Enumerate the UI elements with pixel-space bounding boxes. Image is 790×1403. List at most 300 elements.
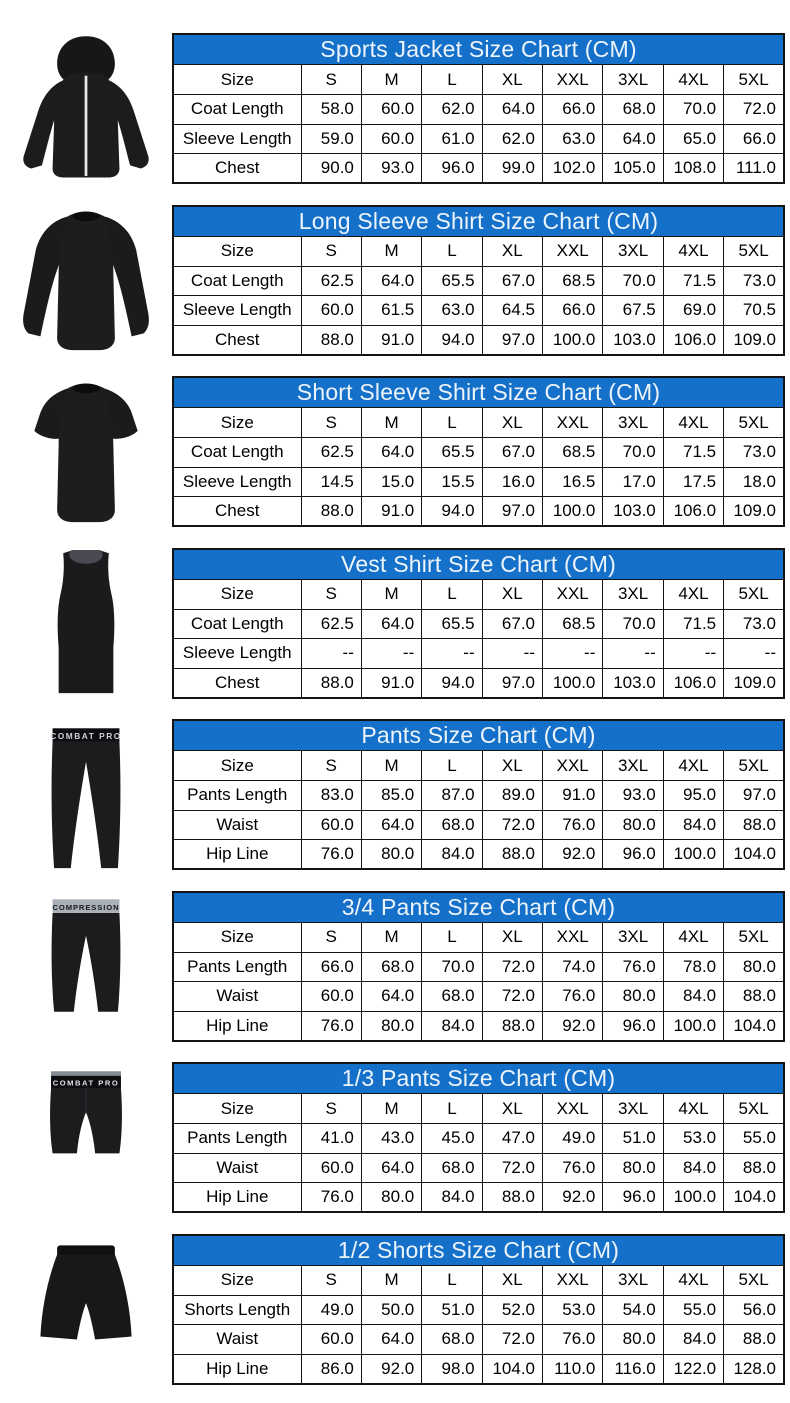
size-column-header: M xyxy=(361,1094,421,1124)
measurement-value: 80.0 xyxy=(361,1183,421,1213)
measurement-value: 65.0 xyxy=(663,124,723,154)
size-column-header: M xyxy=(361,1265,421,1295)
measurement-value: 16.0 xyxy=(482,467,542,497)
measurement-label: Sleeve Length xyxy=(173,467,301,497)
size-column-header: S xyxy=(301,1094,361,1124)
measurement-value: 78.0 xyxy=(663,952,723,982)
measurement-value: 64.0 xyxy=(603,124,663,154)
measurement-label: Chest xyxy=(173,154,301,184)
chart-title: Long Sleeve Shirt Size Chart (CM) xyxy=(173,206,784,237)
measurement-value: 49.0 xyxy=(301,1295,361,1325)
measurement-value: 100.0 xyxy=(663,1183,723,1213)
measurement-value: 72.0 xyxy=(482,982,542,1012)
measurement-value: 88.0 xyxy=(301,325,361,355)
measurement-row xyxy=(173,467,784,497)
waistband-top-edge xyxy=(51,1071,121,1076)
size-column-header: S xyxy=(301,922,361,952)
measurement-value: 51.0 xyxy=(422,1295,482,1325)
measurement-label: Chest xyxy=(173,497,301,527)
size-header-label: Size xyxy=(173,751,301,781)
measurement-row xyxy=(173,266,784,296)
size-column-header: 4XL xyxy=(663,751,723,781)
size-column-header: XL xyxy=(482,922,542,952)
size-column-header: 5XL xyxy=(724,408,784,438)
size-chart-table xyxy=(172,376,785,527)
long-sleeve-shirt-silhouette xyxy=(10,207,162,367)
size-column-header: XL xyxy=(482,751,542,781)
size-column-header: 3XL xyxy=(603,65,663,95)
measurement-value: 97.0 xyxy=(724,781,784,811)
size-header-row xyxy=(173,922,784,952)
measurement-value: 55.0 xyxy=(663,1295,723,1325)
size-chart-table xyxy=(172,548,785,699)
measurement-value: 80.0 xyxy=(603,1153,663,1183)
measurement-value: 91.0 xyxy=(543,781,603,811)
chart-title: Pants Size Chart (CM) xyxy=(173,720,784,751)
size-column-header: 5XL xyxy=(724,65,784,95)
measurement-value: 47.0 xyxy=(482,1124,542,1154)
size-header-label: Size xyxy=(173,236,301,266)
measurement-value: 60.0 xyxy=(301,296,361,326)
measurement-value: 67.0 xyxy=(482,266,542,296)
measurement-value: -- xyxy=(663,639,723,669)
measurement-value: -- xyxy=(301,639,361,669)
measurement-value: 67.5 xyxy=(603,296,663,326)
measurement-row xyxy=(173,438,784,468)
measurement-label: Sleeve Length xyxy=(173,296,301,326)
loose-shorts-silhouette xyxy=(10,1236,162,1396)
measurement-value: 94.0 xyxy=(422,497,482,527)
size-column-header: M xyxy=(361,751,421,781)
measurement-value: 100.0 xyxy=(543,497,603,527)
measurement-value: 103.0 xyxy=(603,668,663,698)
measurement-row xyxy=(173,1153,784,1183)
size-column-header: 5XL xyxy=(724,579,784,609)
measurement-value: 90.0 xyxy=(301,154,361,184)
size-column-header: XXL xyxy=(543,751,603,781)
size-column-header: 4XL xyxy=(663,1094,723,1124)
measurement-value: 54.0 xyxy=(603,1295,663,1325)
measurement-value: 60.0 xyxy=(301,982,361,1012)
product-image-vest-shirt xyxy=(0,545,172,717)
size-chart-table xyxy=(172,33,785,184)
size-chart-section xyxy=(0,545,790,717)
measurement-value: 62.0 xyxy=(482,124,542,154)
measurement-value: 72.0 xyxy=(482,952,542,982)
measurement-value: 60.0 xyxy=(301,1153,361,1183)
measurement-value: 102.0 xyxy=(543,154,603,184)
measurement-row xyxy=(173,781,784,811)
measurement-value: 68.0 xyxy=(603,95,663,125)
measurement-row xyxy=(173,325,784,355)
chart-title-row xyxy=(173,34,784,65)
product-image-three-quarter-pants xyxy=(0,888,172,1060)
measurement-value: 59.0 xyxy=(301,124,361,154)
measurement-value: 64.0 xyxy=(361,438,421,468)
measurement-value: 109.0 xyxy=(724,325,784,355)
size-column-header: XL xyxy=(482,1094,542,1124)
chart-title-row xyxy=(173,377,784,408)
measurement-value: 14.5 xyxy=(301,467,361,497)
measurement-row xyxy=(173,95,784,125)
measurement-value: 68.5 xyxy=(543,609,603,639)
measurement-value: 64.0 xyxy=(482,95,542,125)
size-column-header: 5XL xyxy=(724,236,784,266)
size-column-header: 3XL xyxy=(603,408,663,438)
measurement-value: 50.0 xyxy=(361,1295,421,1325)
size-column-header: 5XL xyxy=(724,1094,784,1124)
measurement-value: 71.5 xyxy=(663,609,723,639)
size-chart-section xyxy=(0,1231,790,1403)
measurement-value: 80.0 xyxy=(603,1325,663,1355)
measurement-value: 18.0 xyxy=(724,467,784,497)
measurement-value: 80.0 xyxy=(603,810,663,840)
measurement-value: 109.0 xyxy=(724,497,784,527)
measurement-value: 67.0 xyxy=(482,609,542,639)
size-chart-section xyxy=(0,202,790,374)
measurement-value: 76.0 xyxy=(301,1183,361,1213)
measurement-value: 58.0 xyxy=(301,95,361,125)
size-column-header: 3XL xyxy=(603,751,663,781)
chart-title-row xyxy=(173,892,784,923)
chart-title: Vest Shirt Size Chart (CM) xyxy=(173,549,784,580)
size-column-header: 4XL xyxy=(663,1265,723,1295)
measurement-value: 62.5 xyxy=(301,266,361,296)
measurement-value: 71.5 xyxy=(663,266,723,296)
measurement-label: Pants Length xyxy=(173,952,301,982)
size-column-header: XL xyxy=(482,65,542,95)
measurement-value: 56.0 xyxy=(724,1295,784,1325)
measurement-value: 76.0 xyxy=(543,1153,603,1183)
measurement-value: 60.0 xyxy=(301,810,361,840)
size-chart-table xyxy=(172,1234,785,1385)
measurement-label: Coat Length xyxy=(173,95,301,125)
measurement-value: 71.5 xyxy=(663,438,723,468)
size-column-header: S xyxy=(301,65,361,95)
measurement-value: 104.0 xyxy=(724,840,784,870)
measurement-value: 60.0 xyxy=(361,124,421,154)
measurement-value: 85.0 xyxy=(361,781,421,811)
measurement-value: 53.0 xyxy=(543,1295,603,1325)
size-chart-section xyxy=(0,1059,790,1231)
measurement-value: -- xyxy=(361,639,421,669)
chart-title-row xyxy=(173,1235,784,1266)
size-column-header: 5XL xyxy=(724,922,784,952)
measurement-value: 84.0 xyxy=(663,810,723,840)
measurement-value: 60.0 xyxy=(301,1325,361,1355)
measurement-value: 99.0 xyxy=(482,154,542,184)
measurement-value: 55.0 xyxy=(724,1124,784,1154)
measurement-label: Sleeve Length xyxy=(173,124,301,154)
measurement-value: 51.0 xyxy=(603,1124,663,1154)
measurement-label: Shorts Length xyxy=(173,1295,301,1325)
size-column-header: 3XL xyxy=(603,922,663,952)
measurement-value: 84.0 xyxy=(422,1011,482,1041)
measurement-value: 15.0 xyxy=(361,467,421,497)
chart-title-row xyxy=(173,1063,784,1094)
measurement-value: 72.0 xyxy=(482,1325,542,1355)
measurement-value: 70.0 xyxy=(603,266,663,296)
measurement-value: 60.0 xyxy=(361,95,421,125)
measurement-value: 86.0 xyxy=(301,1354,361,1384)
measurement-value: -- xyxy=(603,639,663,669)
measurement-value: 66.0 xyxy=(301,952,361,982)
measurement-value: 76.0 xyxy=(603,952,663,982)
measurement-value: 76.0 xyxy=(543,810,603,840)
size-column-header: XXL xyxy=(543,922,603,952)
measurement-value: 92.0 xyxy=(543,1011,603,1041)
size-column-header: XXL xyxy=(543,579,603,609)
measurement-value: 73.0 xyxy=(724,266,784,296)
measurement-value: 68.0 xyxy=(422,1153,482,1183)
measurement-label: Waist xyxy=(173,1153,301,1183)
measurement-value: 92.0 xyxy=(361,1354,421,1384)
measurement-value: 80.0 xyxy=(361,840,421,870)
measurement-value: 76.0 xyxy=(301,840,361,870)
measurement-value: 88.0 xyxy=(301,668,361,698)
measurement-value: 72.0 xyxy=(482,1153,542,1183)
size-column-header: S xyxy=(301,1265,361,1295)
measurement-value: 95.0 xyxy=(663,781,723,811)
measurement-value: 15.5 xyxy=(422,467,482,497)
chart-title: 3/4 Pants Size Chart (CM) xyxy=(173,892,784,923)
measurement-label: Waist xyxy=(173,982,301,1012)
measurement-value: -- xyxy=(422,639,482,669)
jacket-zipper xyxy=(85,75,88,175)
measurement-value: 91.0 xyxy=(361,325,421,355)
measurement-value: 122.0 xyxy=(663,1354,723,1384)
vest-silhouette xyxy=(10,550,162,710)
measurement-row xyxy=(173,296,784,326)
measurement-value: 66.0 xyxy=(543,95,603,125)
measurement-value: 70.0 xyxy=(603,609,663,639)
measurement-value: 84.0 xyxy=(663,1325,723,1355)
measurement-value: 88.0 xyxy=(301,497,361,527)
size-header-label: Size xyxy=(173,922,301,952)
measurement-value: 70.0 xyxy=(663,95,723,125)
measurement-value: 111.0 xyxy=(724,154,784,184)
measurement-value: 68.5 xyxy=(543,438,603,468)
measurement-value: 84.0 xyxy=(422,840,482,870)
measurement-value: 65.5 xyxy=(422,266,482,296)
size-header-row xyxy=(173,1265,784,1295)
measurement-value: 106.0 xyxy=(663,497,723,527)
measurement-value: 65.5 xyxy=(422,438,482,468)
measurement-value: 68.0 xyxy=(422,982,482,1012)
measurement-row xyxy=(173,1295,784,1325)
measurement-value: 104.0 xyxy=(724,1011,784,1041)
measurement-value: 41.0 xyxy=(301,1124,361,1154)
measurement-value: 66.0 xyxy=(724,124,784,154)
measurement-label: Pants Length xyxy=(173,781,301,811)
measurement-value: 45.0 xyxy=(422,1124,482,1154)
size-column-header: 5XL xyxy=(724,1265,784,1295)
size-column-header: M xyxy=(361,236,421,266)
measurement-value: 69.0 xyxy=(663,296,723,326)
measurement-value: 96.0 xyxy=(603,840,663,870)
measurement-value: 17.0 xyxy=(603,467,663,497)
measurement-value: 70.0 xyxy=(422,952,482,982)
product-image-sports-jacket xyxy=(0,30,172,202)
size-chart-section xyxy=(0,716,790,888)
measurement-value: 106.0 xyxy=(663,325,723,355)
measurement-label: Chest xyxy=(173,668,301,698)
measurement-value: 100.0 xyxy=(543,325,603,355)
measurement-row xyxy=(173,1325,784,1355)
size-column-header: 4XL xyxy=(663,236,723,266)
measurement-value: 73.0 xyxy=(724,609,784,639)
measurement-row xyxy=(173,1183,784,1213)
measurement-value: 97.0 xyxy=(482,325,542,355)
measurement-value: 64.0 xyxy=(361,609,421,639)
measurement-value: 100.0 xyxy=(663,1011,723,1041)
measurement-value: -- xyxy=(724,639,784,669)
measurement-value: 67.0 xyxy=(482,438,542,468)
size-header-row xyxy=(173,65,784,95)
waistband-text: COMPRESSION xyxy=(52,903,120,913)
size-column-header: L xyxy=(422,1265,482,1295)
waistband-text: COMBAT PRO xyxy=(50,730,122,741)
measurement-value: 64.0 xyxy=(361,982,421,1012)
measurement-row xyxy=(173,497,784,527)
measurement-row xyxy=(173,639,784,669)
measurement-value: 63.0 xyxy=(543,124,603,154)
chart-title-row xyxy=(173,720,784,751)
size-header-row xyxy=(173,751,784,781)
product-image-pants xyxy=(0,716,172,888)
measurement-row xyxy=(173,810,784,840)
measurement-value: 76.0 xyxy=(301,1011,361,1041)
measurement-value: 61.5 xyxy=(361,296,421,326)
measurement-value: 62.5 xyxy=(301,438,361,468)
measurement-value: 106.0 xyxy=(663,668,723,698)
measurement-row xyxy=(173,154,784,184)
product-image-long-sleeve-shirt xyxy=(0,202,172,374)
measurement-value: 84.0 xyxy=(663,1153,723,1183)
measurement-value: 88.0 xyxy=(482,1011,542,1041)
measurement-value: 92.0 xyxy=(543,840,603,870)
measurement-label: Hip Line xyxy=(173,1183,301,1213)
chart-title: Sports Jacket Size Chart (CM) xyxy=(173,34,784,65)
pants-silhouette xyxy=(10,722,162,882)
measurement-value: 109.0 xyxy=(724,668,784,698)
size-header-label: Size xyxy=(173,579,301,609)
measurement-value: 88.0 xyxy=(482,1183,542,1213)
measurement-value: 64.0 xyxy=(361,1325,421,1355)
measurement-value: 68.0 xyxy=(361,952,421,982)
measurement-value: 80.0 xyxy=(361,1011,421,1041)
measurement-value: 68.0 xyxy=(422,1325,482,1355)
size-header-row xyxy=(173,408,784,438)
measurement-value: 98.0 xyxy=(422,1354,482,1384)
short-sleeve-shirt-silhouette xyxy=(10,379,162,539)
measurement-row xyxy=(173,952,784,982)
measurement-value: 94.0 xyxy=(422,668,482,698)
measurement-value: 88.0 xyxy=(724,982,784,1012)
measurement-value: 88.0 xyxy=(482,840,542,870)
measurement-value: 104.0 xyxy=(482,1354,542,1384)
size-column-header: L xyxy=(422,922,482,952)
measurement-value: 93.0 xyxy=(603,781,663,811)
size-header-row xyxy=(173,1094,784,1124)
chart-title-row xyxy=(173,549,784,580)
measurement-value: 116.0 xyxy=(603,1354,663,1384)
measurement-value: 52.0 xyxy=(482,1295,542,1325)
measurement-value: 110.0 xyxy=(543,1354,603,1384)
measurement-value: 89.0 xyxy=(482,781,542,811)
measurement-label: Coat Length xyxy=(173,438,301,468)
measurement-value: 92.0 xyxy=(543,1183,603,1213)
measurement-value: 72.0 xyxy=(482,810,542,840)
measurement-value: 88.0 xyxy=(724,1153,784,1183)
size-column-header: 3XL xyxy=(603,1094,663,1124)
size-chart-table xyxy=(172,205,785,356)
measurement-value: 97.0 xyxy=(482,668,542,698)
measurement-value: 91.0 xyxy=(361,668,421,698)
size-column-header: M xyxy=(361,579,421,609)
size-column-header: XXL xyxy=(543,408,603,438)
size-column-header: L xyxy=(422,236,482,266)
measurement-value: 72.0 xyxy=(724,95,784,125)
measurement-value: 96.0 xyxy=(603,1011,663,1041)
measurement-row xyxy=(173,609,784,639)
measurement-value: 91.0 xyxy=(361,497,421,527)
measurement-label: Hip Line xyxy=(173,1011,301,1041)
measurement-value: 64.0 xyxy=(361,1153,421,1183)
measurement-value: 93.0 xyxy=(361,154,421,184)
size-column-header: L xyxy=(422,65,482,95)
size-column-header: XXL xyxy=(543,236,603,266)
measurement-value: 76.0 xyxy=(543,1325,603,1355)
measurement-value: 87.0 xyxy=(422,781,482,811)
size-column-header: S xyxy=(301,408,361,438)
measurement-label: Coat Length xyxy=(173,609,301,639)
measurement-value: 97.0 xyxy=(482,497,542,527)
measurement-value: 100.0 xyxy=(543,668,603,698)
chart-title: 1/3 Pants Size Chart (CM) xyxy=(173,1063,784,1094)
measurement-label: Hip Line xyxy=(173,840,301,870)
measurement-label: Coat Length xyxy=(173,266,301,296)
measurement-value: -- xyxy=(543,639,603,669)
measurement-value: 105.0 xyxy=(603,154,663,184)
size-column-header: M xyxy=(361,65,421,95)
size-chart-table xyxy=(172,891,785,1042)
size-column-header: S xyxy=(301,579,361,609)
measurement-value: 17.5 xyxy=(663,467,723,497)
size-column-header: XL xyxy=(482,236,542,266)
size-column-header: L xyxy=(422,1094,482,1124)
crew-neck xyxy=(72,383,99,393)
sports-jacket-silhouette xyxy=(10,36,162,196)
size-header-label: Size xyxy=(173,65,301,95)
size-column-header: XL xyxy=(482,1265,542,1295)
measurement-value: 76.0 xyxy=(543,982,603,1012)
size-chart-section xyxy=(0,30,790,202)
measurement-value: 68.5 xyxy=(543,266,603,296)
measurement-value: 103.0 xyxy=(603,325,663,355)
size-header-row xyxy=(173,579,784,609)
measurement-value: 103.0 xyxy=(603,497,663,527)
size-column-header: 5XL xyxy=(724,751,784,781)
measurement-label: Sleeve Length xyxy=(173,639,301,669)
measurement-value: 61.0 xyxy=(422,124,482,154)
measurement-value: 84.0 xyxy=(422,1183,482,1213)
measurement-value: 80.0 xyxy=(603,982,663,1012)
measurement-value: 104.0 xyxy=(724,1183,784,1213)
size-column-header: 3XL xyxy=(603,579,663,609)
size-column-header: L xyxy=(422,579,482,609)
measurement-value: -- xyxy=(482,639,542,669)
